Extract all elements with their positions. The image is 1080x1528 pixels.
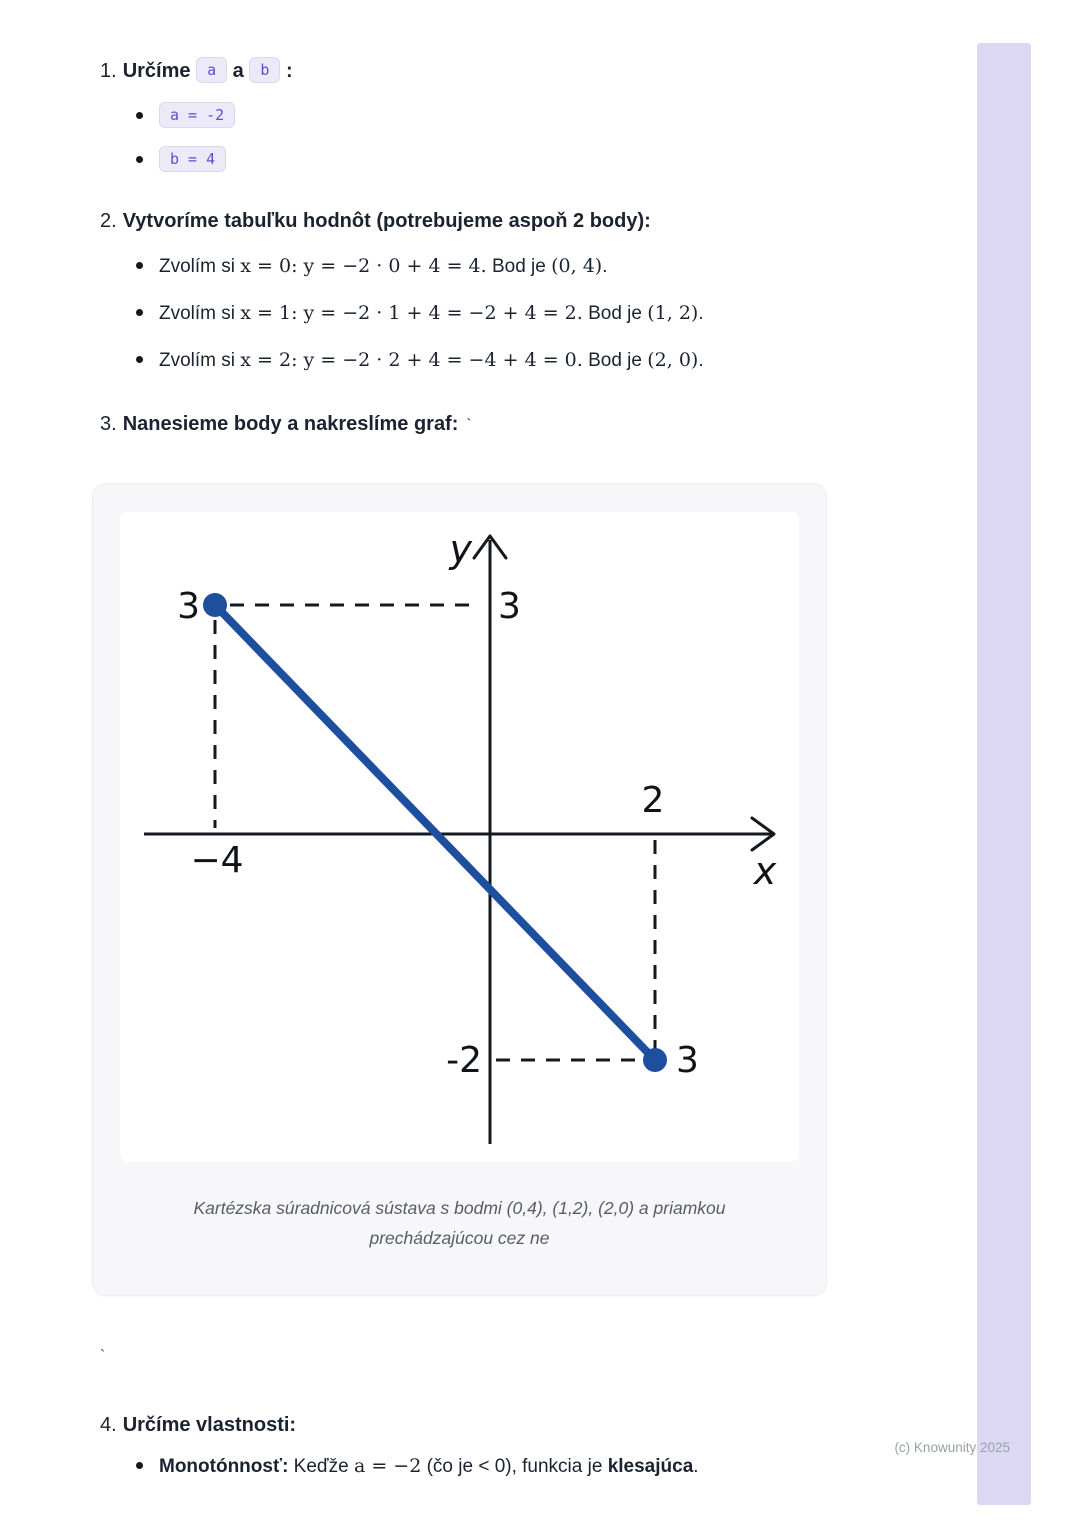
- step-1-number: 1.: [100, 60, 117, 82]
- bullet-icon: [136, 112, 143, 119]
- step-1-list: [136, 102, 880, 172]
- step-4-heading: [100, 1410, 880, 1440]
- list-item: [136, 102, 880, 128]
- list-item: [136, 146, 880, 172]
- caption-line-1: Kartézska súradnicová sústava s bodmi (0,4), (1,2), (2,0) a priamkou: [193, 1198, 726, 1218]
- step-2-list: [136, 252, 880, 375]
- bullet-icon: [136, 309, 143, 316]
- list-item: [136, 252, 880, 281]
- stray-backtick: `: [100, 1348, 106, 1365]
- figure-card: [92, 483, 827, 1296]
- figure-caption: [120, 1193, 799, 1253]
- bullet-icon: [136, 156, 143, 163]
- table-point-1: Zvolím si x = 1: y = −2 · 1 + 4 = −2 + 4 = 2. Bod je (1, 2).: [159, 302, 704, 324]
- bullet-icon: [136, 356, 143, 363]
- step-1-heading: [100, 56, 880, 86]
- monotonicity-text: Monotónnosť: Keďže a = −2 (čo je < 0), funkcia je klesajúca.: [159, 1455, 699, 1477]
- point2-label: 3: [676, 1040, 699, 1081]
- list-item: [136, 1452, 880, 1481]
- step-3-backtick: `: [466, 417, 472, 434]
- step-2-title: Vytvoríme tabuľku hodnôt (potrebujeme aspoň 2 body):: [122, 210, 651, 232]
- axis-3-label: 3: [498, 586, 521, 627]
- step-1-title: Určíme: [122, 60, 191, 82]
- step-3-number: 3.: [100, 413, 117, 435]
- axis-2-label: 2: [641, 780, 665, 821]
- axis-neg4-label: −4: [190, 840, 244, 881]
- bullet-icon: [136, 1462, 143, 1469]
- table-point-2: Zvolím si x = 2: y = −2 · 2 + 4 = −4 + 4 = 0. Bod je (2, 0).: [159, 349, 704, 371]
- list-item: [136, 346, 880, 375]
- step-2-heading: [100, 206, 880, 236]
- table-point-0: Zvolím si x = 0: y = −2 · 0 + 4 = 4. Bod je (0, 4).: [159, 255, 608, 277]
- point1-y-label: 3: [177, 586, 200, 627]
- copyright-notice: (c) Knowunity 2025: [894, 1440, 1010, 1455]
- coordinate-graph: [120, 512, 799, 1162]
- point-marker-left: [203, 593, 227, 617]
- step-1-colon: :: [285, 60, 293, 82]
- bullet-icon: [136, 262, 143, 269]
- code-badge-a: a: [196, 57, 227, 83]
- list-item: [136, 299, 880, 328]
- step-4-title: Určíme vlastnosti:: [122, 1414, 297, 1436]
- scrollbar-track[interactable]: [977, 43, 1031, 1505]
- code-badge-b-value: b = 4: [159, 146, 226, 172]
- caption-line-2: prechádzajúcou cez ne: [369, 1228, 550, 1248]
- step-1-conjunction: a: [232, 60, 244, 82]
- step-3-heading: [100, 409, 880, 441]
- step-2-number: 2.: [100, 210, 117, 232]
- y-axis-label: y: [449, 527, 472, 571]
- code-badge-a-value: a = -2: [159, 102, 235, 128]
- step-3-title: Nanesieme body a nakreslíme graf:: [122, 413, 459, 435]
- point-marker-right: [643, 1048, 667, 1072]
- axis-neg2-label: -2: [446, 1040, 482, 1081]
- step-4-number: 4.: [100, 1414, 117, 1436]
- code-badge-b: b: [249, 57, 280, 83]
- step-4-list: [136, 1452, 880, 1481]
- x-axis-label: x: [753, 849, 777, 893]
